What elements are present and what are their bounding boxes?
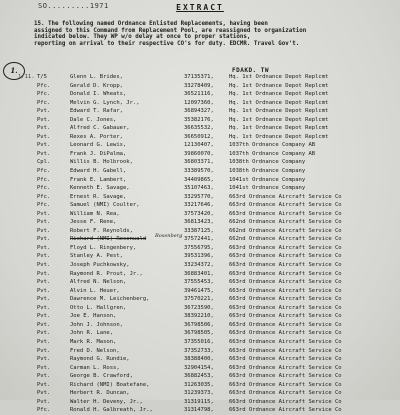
grade-cell: Pvt. <box>37 219 51 226</box>
unit-cell: 663rd Ordnance Aircraft Service Co <box>229 270 342 277</box>
intro-paragraph <box>34 21 394 47</box>
unit-cell: Hq. 1st Ordnance Depot Replcmt <box>229 133 329 140</box>
unit-cell: 663rd Ordnance Aircraft Service Co <box>229 210 342 217</box>
name-cell: Gerald D. Kropp, <box>70 82 123 89</box>
section-subheading: FDAKD. TW <box>232 67 270 74</box>
table-row <box>0 329 400 338</box>
unit-cell: 1037th Ordnance Company AB <box>229 142 316 149</box>
table-row <box>0 90 400 99</box>
name-cell: Jesse F. Rene, <box>70 219 117 226</box>
name-cell: Raymond R. Prout, Jr., <box>70 270 143 277</box>
unit-cell: 663rd Ordnance Aircraft Service Co <box>229 407 342 414</box>
grade-cell: Pvt. <box>37 210 51 217</box>
table-row <box>0 295 400 304</box>
unit-cell: 663rd Ordnance Aircraft Service Co <box>229 338 342 345</box>
grade-cell: T/5 <box>37 74 47 80</box>
serial-cell: 37555453, <box>184 279 214 286</box>
grade-cell: Pvt. <box>37 227 51 234</box>
table-row <box>0 141 400 150</box>
table-row <box>0 193 400 202</box>
unit-cell: 662nd Ordnance Aircraft Service Co <box>229 219 342 226</box>
grade-cell: Pvt. <box>37 304 51 311</box>
serial-cell: 31263035, <box>184 381 214 388</box>
name-cell: Floyd L. Ringenbery, <box>70 244 137 251</box>
grade-cell: Pvt. <box>37 373 51 380</box>
unit-cell: 662nd Ordnance Aircraft Service Co <box>229 227 342 234</box>
table-row <box>0 347 400 356</box>
serial-cell: 33234372, <box>184 262 214 269</box>
table-row <box>0 321 400 330</box>
name-cell: Leonard G. Lewis, <box>70 142 127 149</box>
name-cell: Willis B. Holbrook, <box>70 159 133 166</box>
unit-cell: 663rd Ordnance Aircraft Service Co <box>229 390 342 397</box>
name-cell: Frank E. Lambert, <box>70 176 127 183</box>
unit-cell: 663rd Ordnance Aircraft Service Co <box>229 313 342 320</box>
table-row <box>0 218 400 227</box>
table-row <box>0 244 400 253</box>
grade-cell: Pvt. <box>37 133 51 140</box>
table-row <box>0 278 400 287</box>
serial-cell: 39531396, <box>184 253 214 260</box>
serial-cell: 37135371, <box>184 74 214 80</box>
serial-cell: 37556795, <box>184 244 214 251</box>
table-row <box>0 304 400 313</box>
unit-cell: 663rd Ordnance Aircraft Service Co <box>229 287 342 294</box>
grade-cell: Pvt. <box>37 356 51 363</box>
grade-cell: Pfc. <box>37 185 51 192</box>
table-row <box>0 167 400 176</box>
name-cell: Dawrence M. Leichenberg, <box>70 296 150 303</box>
name-cell: George B. Crawford, <box>70 373 133 380</box>
table-row <box>0 150 400 159</box>
unit-cell: 663rd Ordnance Aircraft Service Co <box>229 296 342 303</box>
roster-table <box>0 73 400 415</box>
grade-cell: Pvt. <box>37 253 51 260</box>
table-row <box>0 99 400 108</box>
grade-cell: Pvt. <box>37 330 51 337</box>
grade-cell: Pvt. <box>37 313 51 320</box>
serial-cell: 36650912, <box>184 133 214 140</box>
serial-cell: 38392210, <box>184 313 214 320</box>
unit-cell: 663rd Ordnance Aircraft Service Co <box>229 193 342 200</box>
serial-cell: 36723590, <box>184 304 214 311</box>
table-row <box>0 372 400 381</box>
name-cell: Robert F. Reynolds, <box>70 227 133 234</box>
name-cell: Ronald H. Galbreath, Jr., <box>70 407 153 414</box>
table-row <box>0 73 400 82</box>
grade-cell: Cpl. <box>37 159 51 166</box>
grade-cell: Pvt. <box>37 338 51 345</box>
table-row <box>0 312 400 321</box>
name-cell: Herbert R. Duncan, <box>70 390 130 397</box>
serial-cell: 37572441, <box>184 236 214 243</box>
name-cell: Walter H. Deveny, Jr., <box>70 398 143 405</box>
name-cell: Mark R. Mason, <box>70 338 117 345</box>
serial-cell: 36803371, <box>184 159 214 166</box>
grade-cell: Pvt. <box>37 321 51 328</box>
serial-cell: 36894327, <box>184 108 214 115</box>
unit-cell: Hq. 1st Ordnance Depot Replcmt <box>229 91 329 98</box>
unit-cell: Hq. 1st Ordnance Depot Replcmt <box>229 116 329 123</box>
grade-cell: Pfc. <box>37 202 51 209</box>
name-cell: Richard (NMI) Rosenwald <box>70 236 147 243</box>
table-row <box>0 270 400 279</box>
table-row <box>0 116 400 125</box>
name-cell: Otto L. Hallgren, <box>70 304 127 311</box>
grade-cell: Pvt. <box>37 296 51 303</box>
table-row <box>0 227 400 236</box>
handwritten-correction: Rosenberg <box>155 233 183 240</box>
row-number: 1/11. <box>18 74 35 80</box>
unit-cell: 663rd Ordnance Aircraft Service Co <box>229 279 342 286</box>
unit-cell: 663rd Ordnance Aircraft Service Co <box>229 321 342 328</box>
serial-cell: 33217646, <box>184 202 214 209</box>
serial-cell: 12097360, <box>184 99 214 106</box>
serial-cell: 31239373, <box>184 390 214 397</box>
unit-cell: 663rd Ordnance Aircraft Service Co <box>229 244 342 251</box>
intro-line: reporting on arrival to their respective CO's for duty. EDCMR. Travel Gov't. <box>34 40 300 47</box>
serial-cell: 32904154, <box>184 364 214 371</box>
table-row <box>0 184 400 193</box>
table-row <box>0 124 400 133</box>
table-row <box>0 398 400 407</box>
table-row <box>0 176 400 185</box>
table-row <box>0 364 400 373</box>
name-cell: William N. Rea, <box>70 210 120 217</box>
serial-cell: 34409865, <box>184 176 214 183</box>
table-row <box>0 252 400 261</box>
serial-cell: 36813423, <box>184 219 214 226</box>
serial-cell: 33389570, <box>184 168 214 175</box>
grade-cell: Pfc. <box>37 82 51 89</box>
unit-cell: 662nd Ordnance Aircraft Service Co <box>229 236 342 243</box>
unit-cell: 1038th Ordnance Company <box>229 168 306 175</box>
document-title: EXTRACT <box>176 3 224 12</box>
name-cell: John R. Lane, <box>70 330 114 337</box>
serial-cell: 12130407, <box>184 142 214 149</box>
serial-cell: 36798506, <box>184 321 214 328</box>
serial-cell: 35382176, <box>184 116 214 123</box>
table-row <box>0 338 400 347</box>
unit-cell: Hq. 1st Ordnance Depot Replcmt <box>229 108 329 115</box>
grade-cell: Pfc. <box>37 193 51 200</box>
name-cell: Raymond G. Rundie, <box>70 356 130 363</box>
serial-cell: 37355016, <box>184 338 214 345</box>
unit-cell: 663rd Ordnance Aircraft Service Co <box>229 373 342 380</box>
name-cell: Carman L. Ross, <box>70 364 120 371</box>
unit-cell: 1038th Ordnance Company <box>229 159 306 166</box>
grade-cell: Pvt. <box>37 116 51 123</box>
name-cell: Fred D. Nelson, <box>70 347 120 354</box>
table-row <box>0 235 400 244</box>
name-cell: Richard (NMI) Boatefane, <box>70 381 150 388</box>
grade-cell: Pvt. <box>37 279 51 286</box>
grade-cell: Pvt. <box>37 347 51 354</box>
unit-cell: Hq. 1st Ordnance Depot Replcmt <box>229 125 329 132</box>
name-cell: Rexes A. Porter, <box>70 133 123 140</box>
grade-cell: Pvt. <box>37 270 51 277</box>
name-cell: Alfred C. Gabauer, <box>70 125 130 132</box>
table-row <box>0 107 400 116</box>
serial-cell: 36882453, <box>184 373 214 380</box>
name-cell: Alfred N. Nelson, <box>70 279 127 286</box>
order-reference: SO.........1971 <box>38 2 109 10</box>
table-row <box>0 381 400 390</box>
grade-cell: Pvt. <box>37 364 51 371</box>
name-cell: Frank J. DiPalma, <box>70 150 127 157</box>
name-cell: Edward T. Rafar, <box>70 108 123 115</box>
intro-line: indicated below. They WP w/o delay at once to proper stations, <box>34 34 251 41</box>
table-row <box>0 287 400 296</box>
serial-cell: 36635532, <box>184 125 214 132</box>
circled-margin-mark: 1. <box>3 62 25 80</box>
unit-cell: 663rd Ordnance Aircraft Service Co <box>229 381 342 388</box>
serial-cell: 37352733, <box>184 347 214 354</box>
name-cell: Stanley A. Pest, <box>70 253 123 260</box>
table-row <box>0 355 400 364</box>
grade-cell: Pvt. <box>37 125 51 132</box>
name-cell: Donald I. Wheats, <box>70 91 127 98</box>
name-cell: Edward H. Gabell, <box>70 168 127 175</box>
unit-cell: 1041st Ordnance Company <box>229 185 306 192</box>
intro-line: 15. The following named Ordnance Enlisted Replacements, having been <box>34 21 268 27</box>
grade-cell: Pfc. <box>37 99 51 106</box>
table-row <box>0 406 400 415</box>
table-row <box>0 389 400 398</box>
serial-cell: 38388400, <box>184 356 214 363</box>
unit-cell: 663rd Ordnance Aircraft Service Co <box>229 202 342 209</box>
table-row <box>0 201 400 210</box>
serial-cell: 35107463, <box>184 185 214 192</box>
name-cell: Kenneth E. Savage, <box>70 185 130 192</box>
grade-cell: Pvt. <box>37 236 51 243</box>
unit-cell: 663rd Ordnance Aircraft Service Co <box>229 330 342 337</box>
serial-cell: 31314798, <box>184 407 214 414</box>
grade-cell: Pvt. <box>37 287 51 294</box>
grade-cell: Pfc. <box>37 176 51 183</box>
table-row <box>0 210 400 219</box>
serial-cell: 39461475, <box>184 287 214 294</box>
grade-cell: Pvt. <box>37 244 51 251</box>
serial-cell: 39860070, <box>184 150 214 157</box>
unit-cell: 663rd Ordnance Aircraft Service Co <box>229 364 342 371</box>
name-cell: Ernest R. Savage, <box>70 193 127 200</box>
grade-cell: Pfc. <box>37 407 51 414</box>
serial-cell: 37573420, <box>184 210 214 217</box>
name-cell: Melvin G. Lynch, Jr., <box>70 99 140 106</box>
unit-cell: 663rd Ordnance Aircraft Service Co <box>229 347 342 354</box>
unit-cell: 663rd Ordnance Aircraft Service Co <box>229 398 342 405</box>
unit-cell: 663rd Ordnance Aircraft Service Co <box>229 253 342 260</box>
serial-cell: 33295770, <box>184 193 214 200</box>
unit-cell: Hq. 1st Ordnance Depot Replcmt <box>229 99 329 106</box>
grade-cell: Pvt. <box>37 142 51 149</box>
grade-cell: Pvt. <box>37 398 51 405</box>
serial-cell: 37570221, <box>184 296 214 303</box>
unit-cell: Hq. 1st Ordnance Depot Replcmt <box>229 74 329 80</box>
serial-cell: 33278409, <box>184 82 214 89</box>
name-cell: Dale C. Jones, <box>70 116 117 123</box>
name-cell: Joseph Puchkowsky, <box>70 262 130 269</box>
grade-cell: Pvt. <box>37 262 51 269</box>
unit-cell: 663rd Ordnance Aircraft Service Co <box>229 304 342 311</box>
grade-cell: Pvt. <box>37 150 51 157</box>
name-cell: Joe E. Hanson, <box>70 313 117 320</box>
table-row <box>0 82 400 91</box>
grade-cell: Pvt. <box>37 390 51 397</box>
unit-cell: Hq. 1st Ordnance Depot Replcmt <box>229 82 329 89</box>
grade-cell: Pfc. <box>37 91 51 98</box>
grade-cell: Pvt. <box>37 381 51 388</box>
grade-cell: Pvt. <box>37 108 51 115</box>
table-row <box>0 133 400 142</box>
grade-cell: Pfc. <box>37 168 51 175</box>
serial-cell: 36521116, <box>184 91 214 98</box>
table-row <box>0 158 400 167</box>
name-cell: Alvin L. Heuer, <box>70 287 120 294</box>
serial-cell: 36883401, <box>184 270 214 277</box>
name-cell: John J. Johnson, <box>70 321 123 328</box>
unit-cell: 663rd Ordnance Aircraft Service Co <box>229 262 342 269</box>
name-cell: Glenn L. Brides, <box>70 74 123 80</box>
intro-line: assigned to this Command from Replacement Pool, are reassigned to organization <box>34 27 307 34</box>
name-cell: Samuel (NMI) Coulter, <box>70 202 140 209</box>
unit-cell: 1037th Ordnance Company AB <box>229 150 316 157</box>
serial-cell: 33387125, <box>184 227 214 234</box>
table-row <box>0 261 400 270</box>
serial-cell: 31319115, <box>184 398 214 405</box>
serial-cell: 36798505, <box>184 330 214 337</box>
unit-cell: 1041st Ordnance Company <box>229 176 306 183</box>
unit-cell: 663rd Ordnance Aircraft Service Co <box>229 356 342 363</box>
